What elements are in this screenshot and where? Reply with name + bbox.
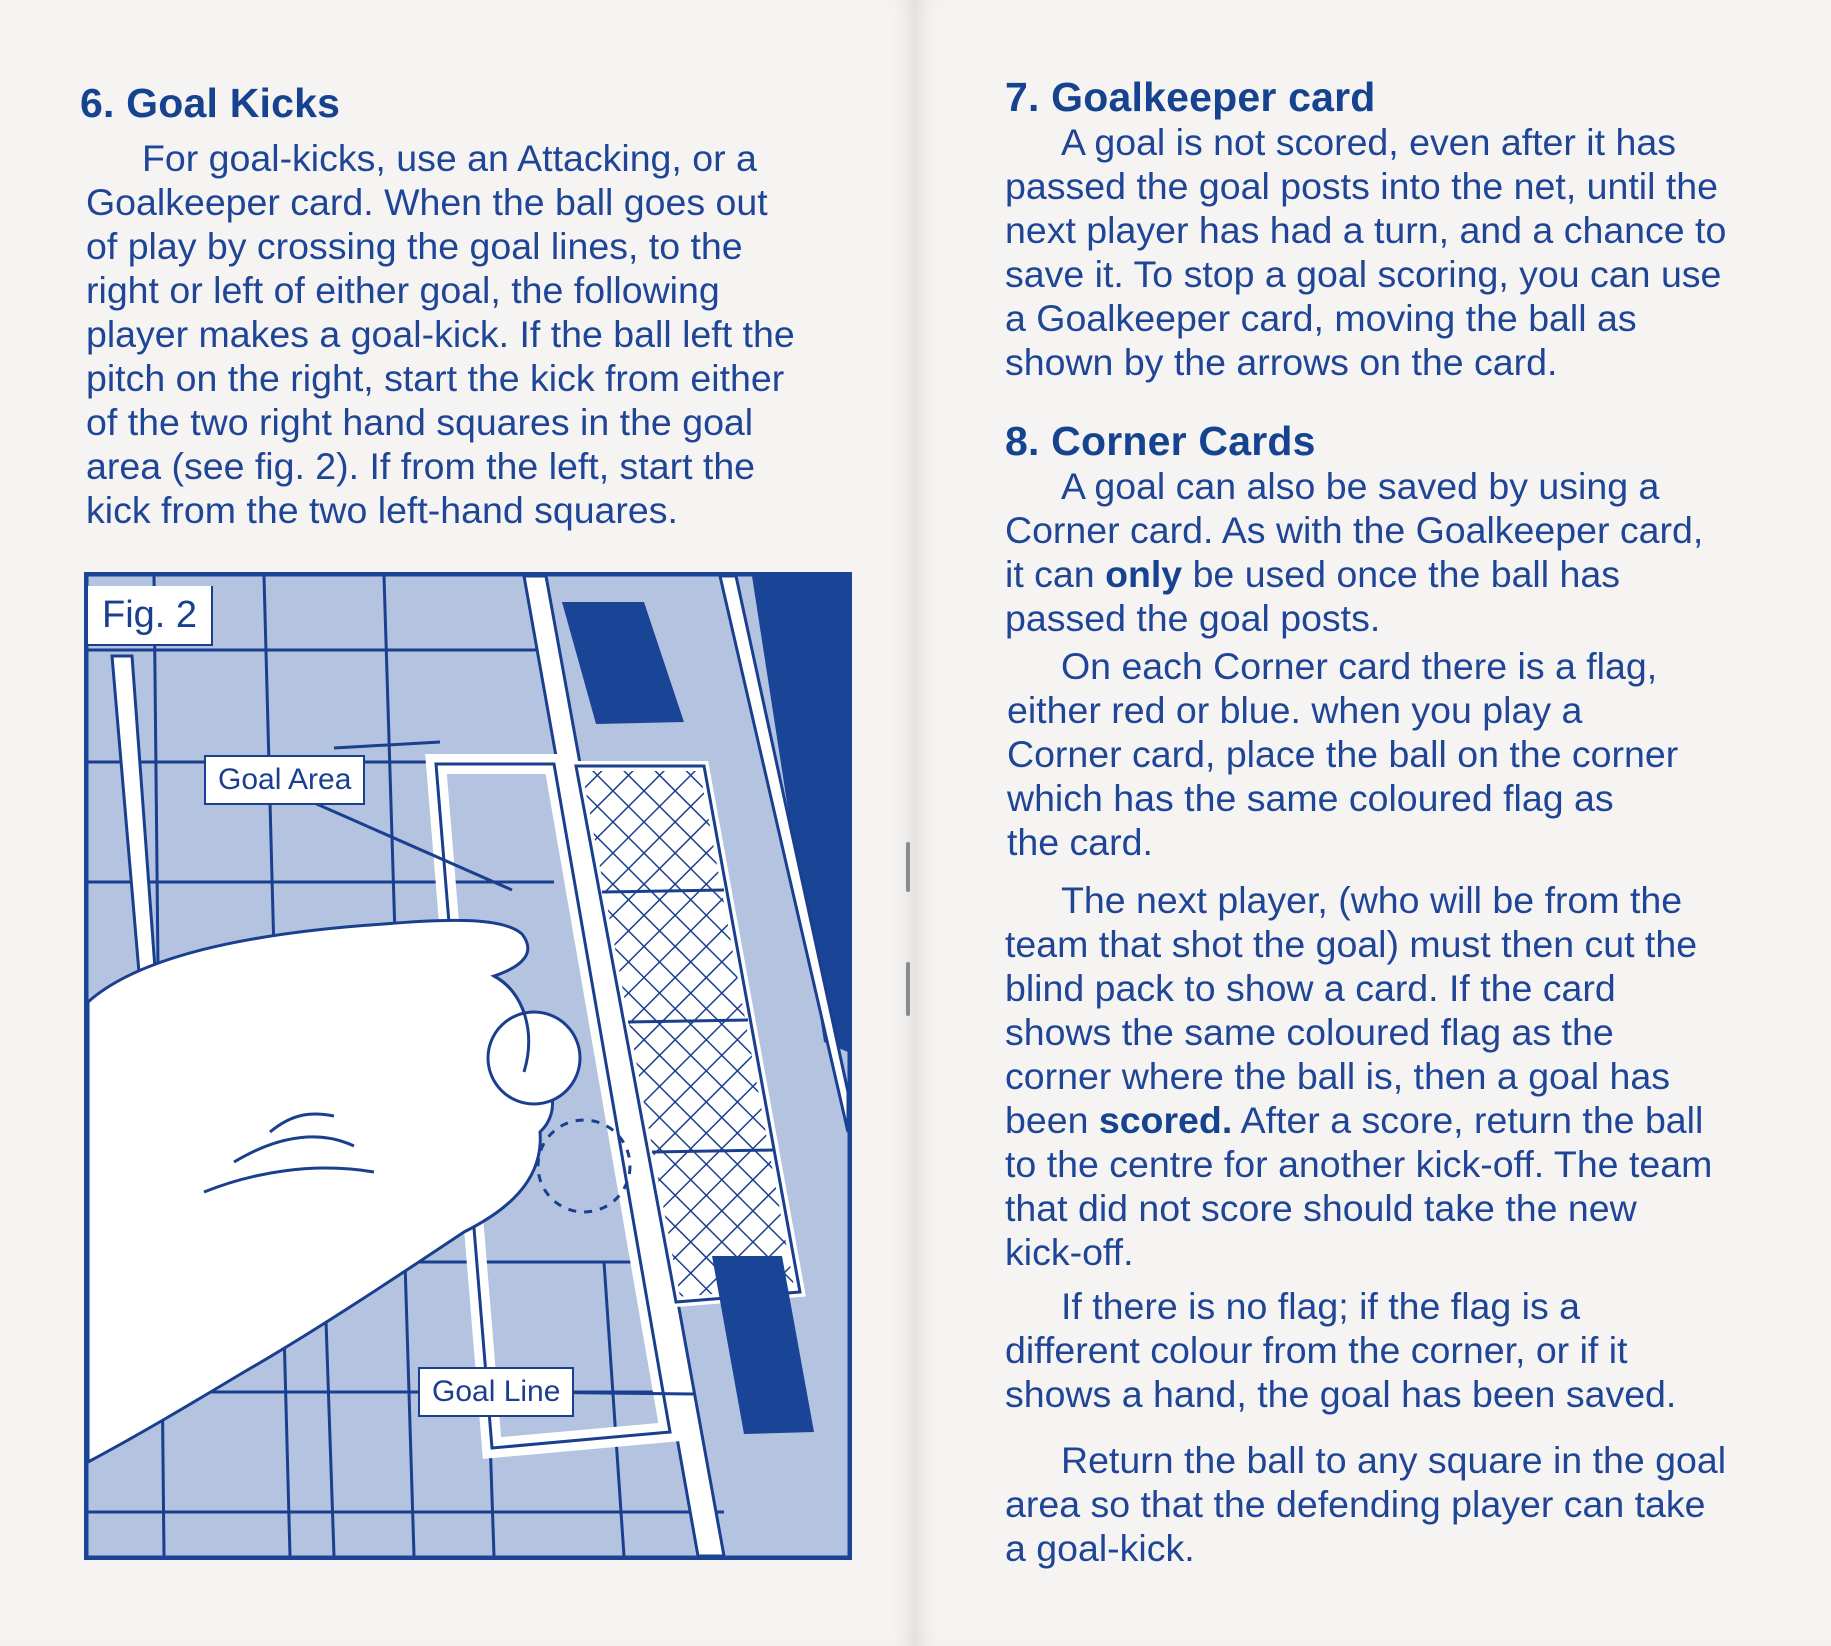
- heading-goal-kicks: 6. Goal Kicks: [80, 80, 341, 126]
- staple-bottom: [906, 962, 910, 1016]
- corner-paragraph-1: A goal can also be saved by using a Corner card. As with the Goalkeeper card, it can only be used once the ball has passed the goal posts.: [1005, 465, 1704, 639]
- goal-line-label: Goal Line: [418, 1367, 574, 1417]
- right-page: [915, 0, 1831, 1646]
- heading-goalkeeper-card: 7. Goalkeeper card: [1005, 74, 1376, 120]
- ball: [488, 1012, 580, 1104]
- heading-corner-cards: 8. Corner Cards: [1005, 418, 1316, 464]
- goalkeeper-paragraph: A goal is not scored, even after it has passed the goal posts into the net, until the next player has had a turn, and a chance to save it. To stop a goal scoring, you can use a Goalkeeper card, moving the ball as shown by the arrows on the card.: [1005, 121, 1727, 383]
- staple-top: [906, 842, 910, 892]
- corner-paragraph-3: The next player, (who will be from the team that shot the goal) must then cut the blind pack to show a card. If the card shows the same coloured flag as the corner where the ball is, then a goal has been scored. After a score, return the ball to the centre for another kick-off. The team that did not score should take the new kick-off.: [1005, 879, 1713, 1273]
- emphasis-only: only: [1105, 553, 1183, 595]
- corner-paragraph-2: On each Corner card there is a flag, either red or blue. when you play a Corner card, place the ball on the corner which has the same coloured flag as the card.: [1007, 645, 1679, 863]
- corner-paragraph-5: Return the ball to any square in the goal area so that the defending player can take a goal-kick.: [1005, 1439, 1727, 1569]
- corner-paragraph-4: If there is no flag; if the flag is a different colour from the corner, or if it shows a hand, the goal has been saved.: [1005, 1285, 1677, 1415]
- figure-2: [84, 572, 852, 1560]
- left-page: [0, 0, 915, 1646]
- goal-kicks-paragraph: For goal-kicks, use an Attacking, or a Goalkeeper card. When the ball goes out of play by crossing the goal lines, to the right or left of either goal, the following player makes a goal-kick. If the ball left the pitch on the right, start the kick from either of the two right hand squares in the goal area (see fig. 2). If from the left, start the kick from the two left-hand squares.: [86, 137, 795, 531]
- figure-caption: Fig. 2: [88, 586, 213, 646]
- goal-area-label: Goal Area: [204, 755, 365, 805]
- emphasis-scored: scored.: [1098, 1099, 1233, 1141]
